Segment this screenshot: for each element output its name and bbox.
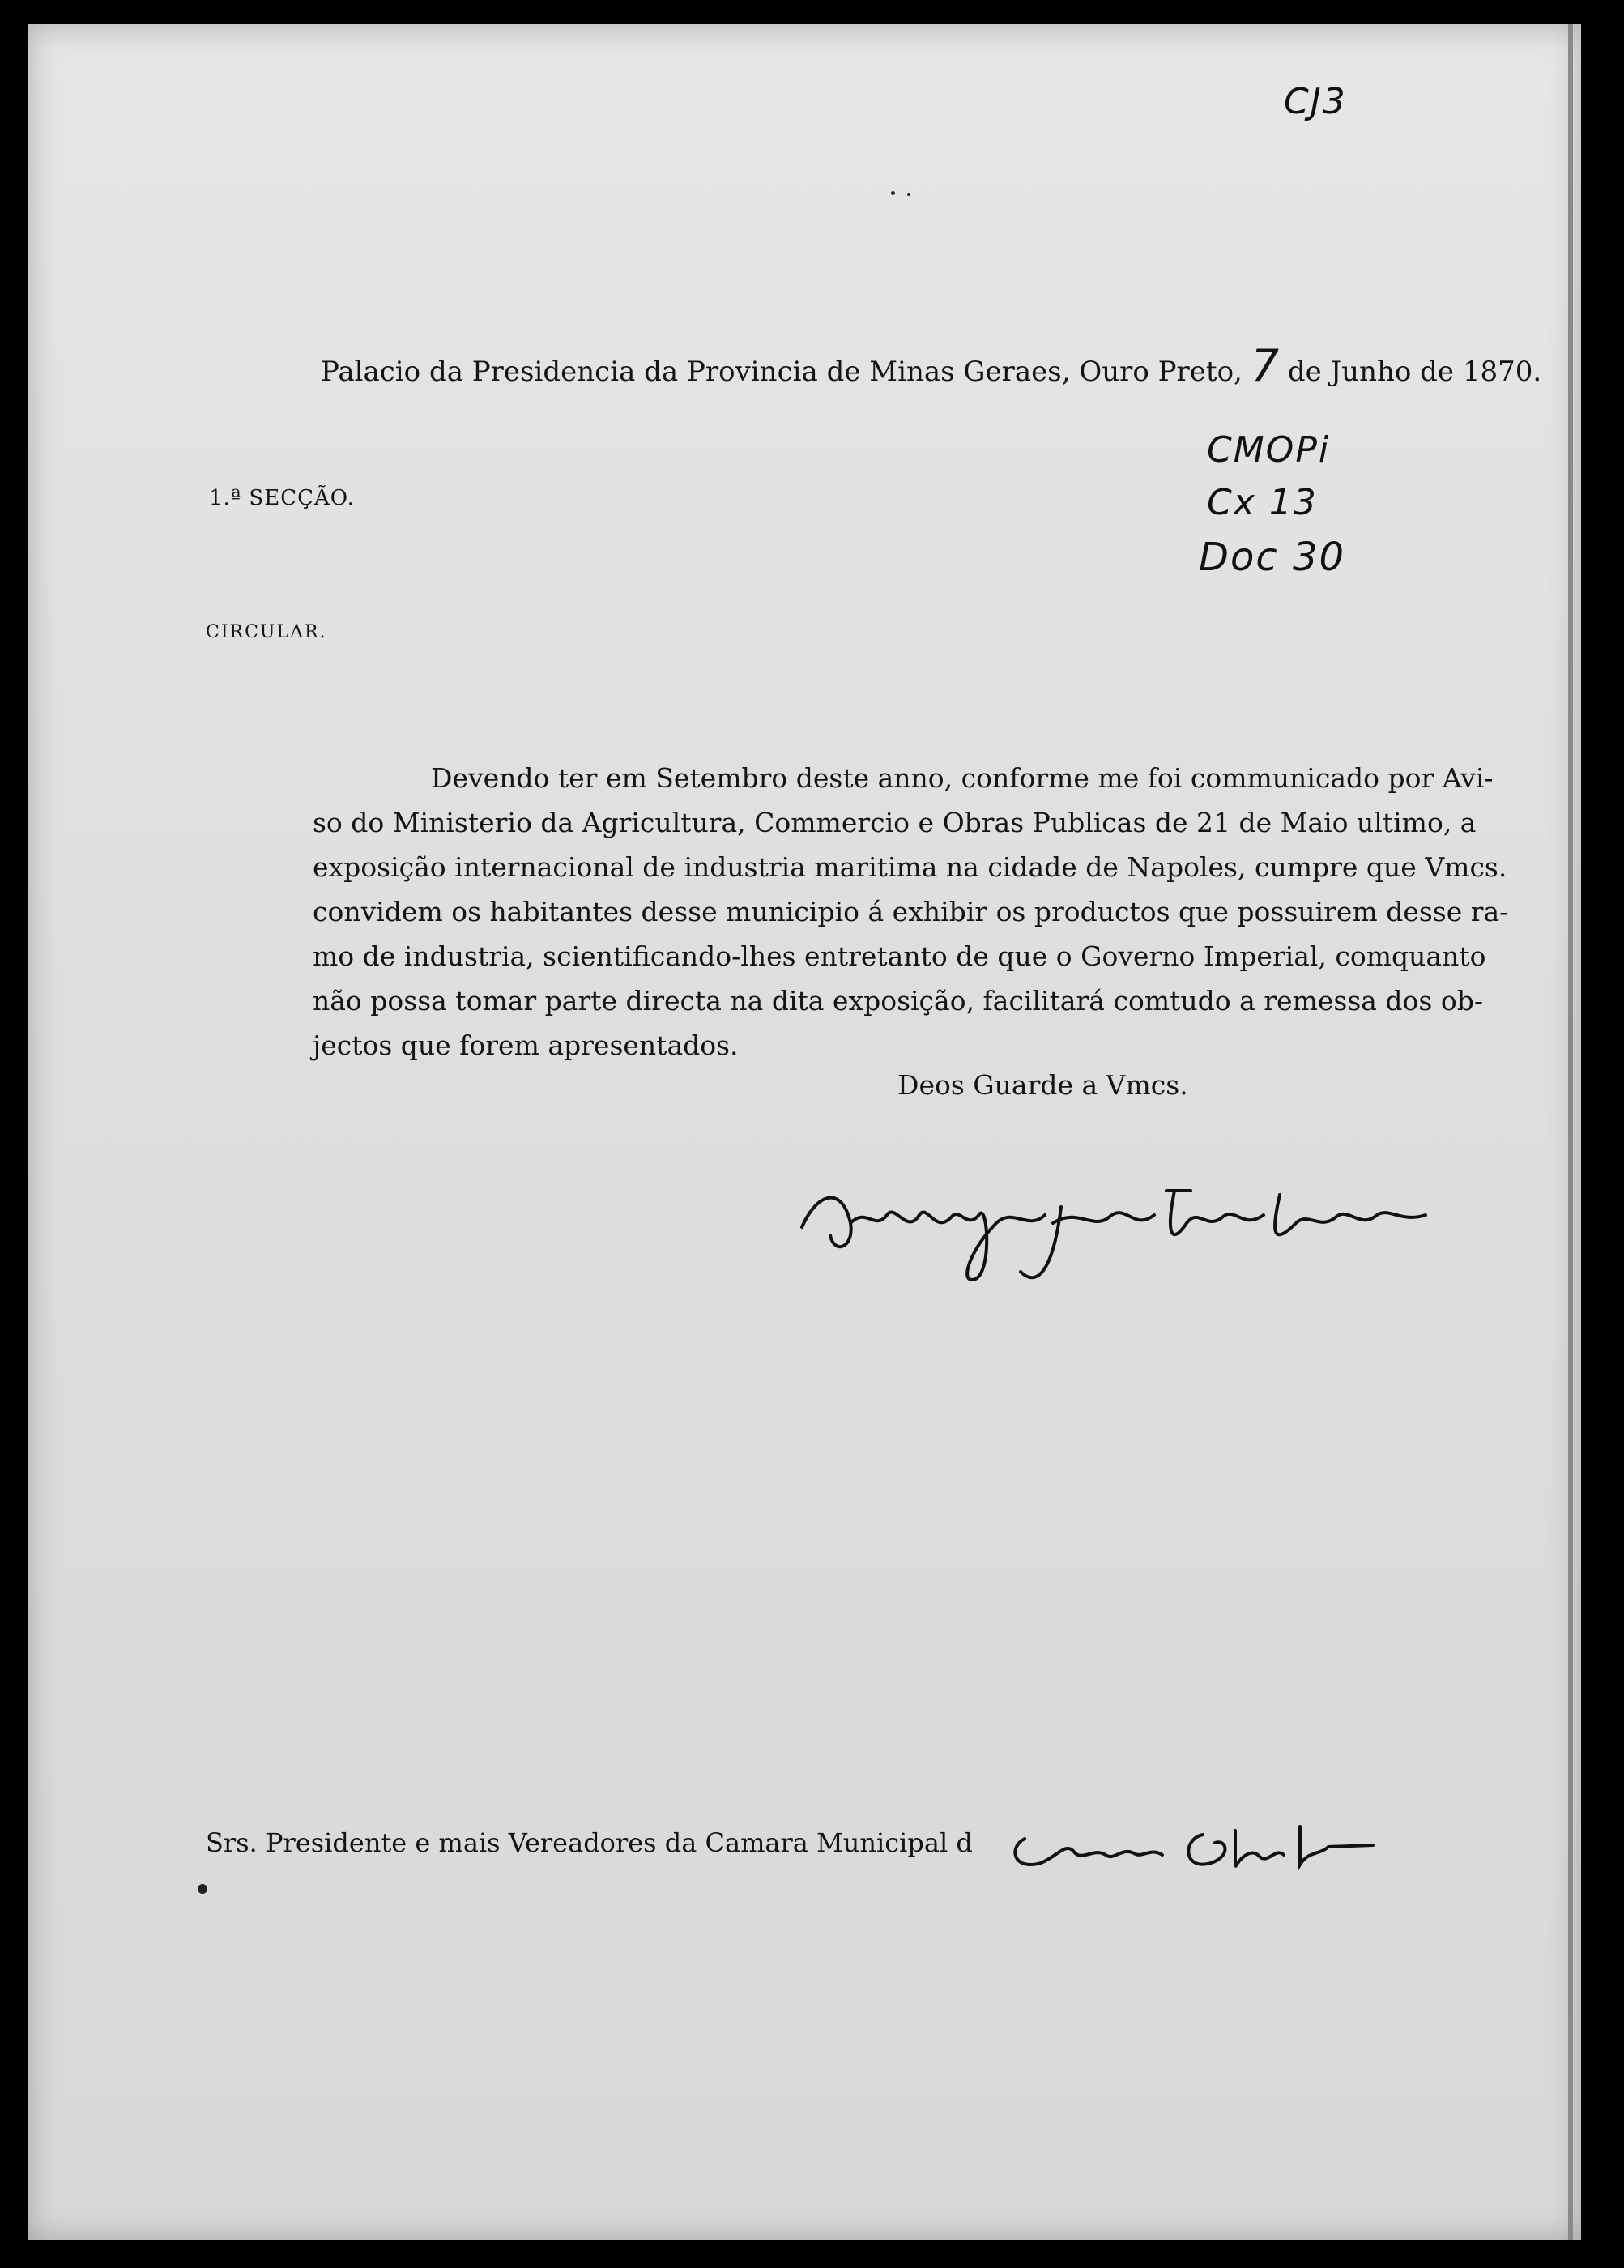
addressee-city-handwritten [992,1814,1381,1879]
document-type-label: CIRCULAR. [206,622,327,642]
catalog-mark-doc: Doc 30 [1199,535,1346,580]
body-line: Devendo ter em Setembro deste anno, conforme me foi communicado por Avi- [431,762,1494,794]
place-text: Palacio da Presidencia da Provincia de Minas Geraes, Ouro Preto, [321,356,1243,388]
body-line: exposição internacional de industria maritima na cidade de Napoles, cumpre que Vmcs. [313,851,1507,883]
day-handwritten: 7 [1251,340,1280,391]
body-line: jectos que forem apresentados. [313,1030,739,1061]
catalog-mark-fund: CMOPi [1207,429,1331,471]
month-year-text: de Junho de 1870. [1287,356,1542,388]
body-paragraph [313,756,1509,1068]
archive-code: CJ3 [1284,81,1347,122]
body-line: não possa tomar parte directa na dita exposição, facilitará comtudo a remessa dos ob- [313,985,1483,1017]
closing-formula: Deos Guarde a Vmcs. [897,1069,1188,1101]
ink-dot [198,1884,207,1894]
signature [786,1158,1434,1296]
body-line: mo de industria, scientificando-lhes entretanto de que o Governo Imperial, comquanto [313,940,1486,972]
page-edge-shadow [1568,24,1573,2240]
addressee-line [206,1827,973,1858]
place-date-line [321,340,1541,391]
section-label: 1.ª SECÇÃO. [209,486,355,510]
ink-dot [907,193,910,196]
body-line: so do Ministerio da Agricultura, Commercio e Obras Publicas de 21 de Maio ultimo, a [313,807,1477,838]
addressee-printed: Srs. Presidente e mais Vereadores da Camara Municipal d [206,1827,973,1858]
body-line: convidem os habitantes desse municipio á exhibir os productos que possuirem desse ra- [313,896,1509,927]
ink-dot [891,191,895,195]
catalog-mark-box: Cx 13 [1207,482,1318,523]
